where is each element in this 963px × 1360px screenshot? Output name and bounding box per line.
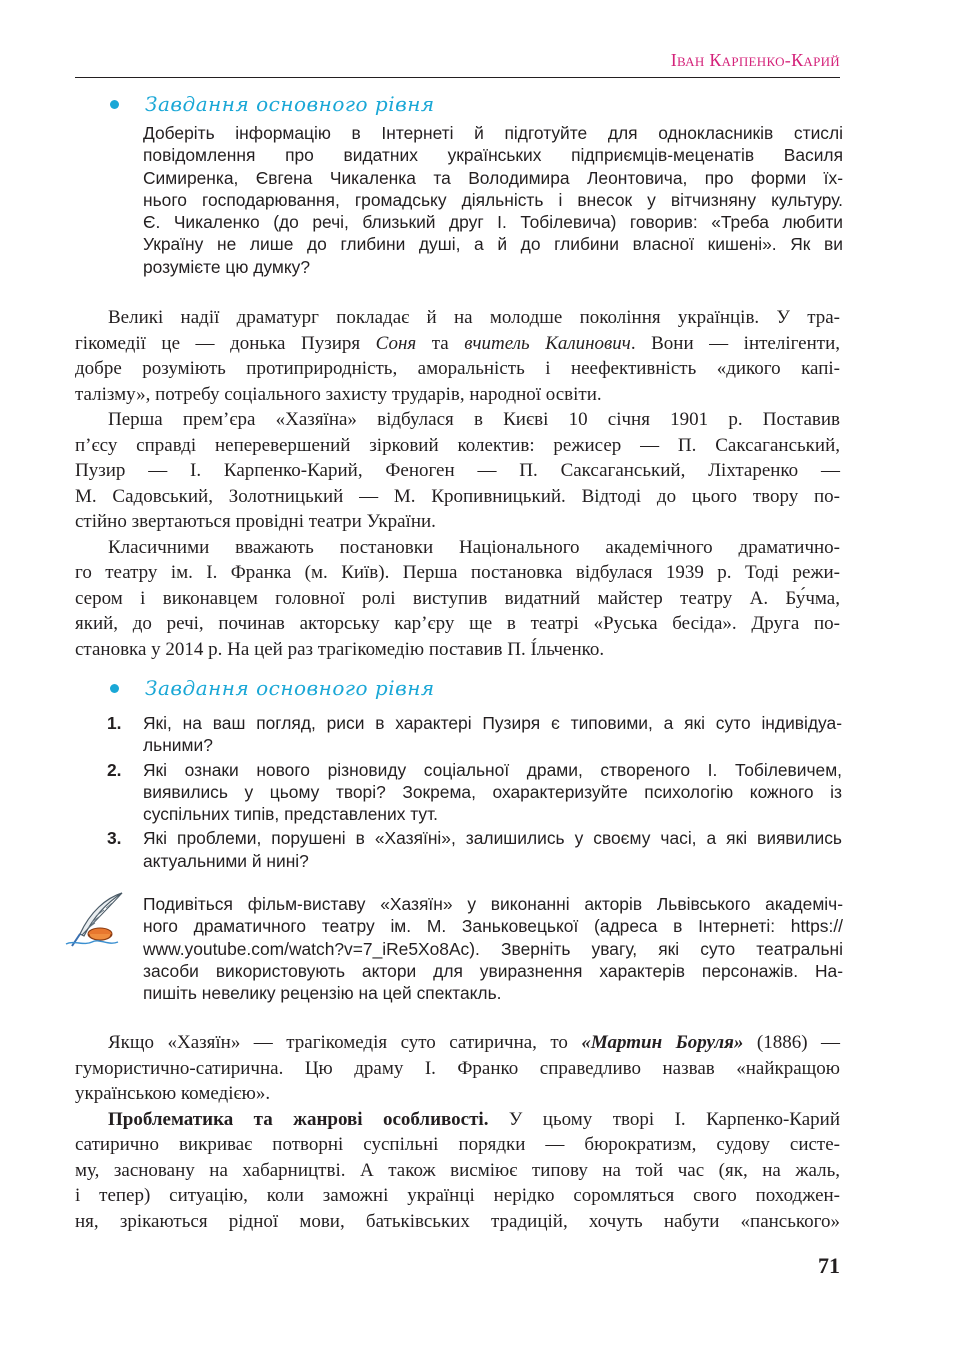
text-line: Класичними вважають постановки Національного академічного драматично- <box>108 536 840 558</box>
text-line: який, до речі, починав акторську кар’єру ще в театрі «Руська бесіда». Друга по- <box>75 613 840 634</box>
text-line: актуальними й нині? <box>143 850 309 871</box>
bullet-icon <box>110 100 119 109</box>
character-name: вчитель Калинович <box>464 332 631 354</box>
quill-icon <box>62 890 132 952</box>
text-line: го театру ім. І. Франка (м. Київ). Перша постановка відбулася 1939 р. Тоді режи- <box>75 562 840 583</box>
text-line: Проблематика та жанрові особливості. У цьому творі І. Карпенко-Карий <box>108 1108 840 1130</box>
question-item <box>107 712 842 757</box>
task-1-text <box>143 122 843 278</box>
task-title: Завдання основного рівня <box>145 676 435 700</box>
text-line: суспільних типів, представлених тут. <box>143 804 438 825</box>
work-title: «Мартин Боруля» <box>581 1032 744 1053</box>
text-line: сатирично викриває потворні суспільні порядки — бюрократизм, судову систе- <box>75 1134 840 1155</box>
film-task-text <box>143 893 843 1004</box>
task-title: Завдання основного рівня <box>145 92 435 116</box>
text-line: ного драматичного театру ім. М. Заньковецької (адреса в Інтернеті: https:// <box>143 916 843 937</box>
text-line: гікомедії це — донька Пузиря Соня та вчитель Калинович. Вони — інтелігенти, <box>75 332 840 354</box>
text-line: добре розуміють протиприродність, аморальність і неефективність «дикого капі- <box>75 358 840 379</box>
header-rule <box>75 77 840 78</box>
text-line: Перша прем’єра «Хазяїна» відбулася в Києві 10 січня 1901 р. Поставив <box>108 409 840 430</box>
question-item <box>107 827 842 872</box>
text-line: гумористично-сатирична. Цю драму І. Франко справедливо назвав «найкращою <box>75 1057 840 1079</box>
page-number: 71 <box>818 1253 840 1278</box>
text-line: ня, зрікаються рідної мови, батьківських традицій, хочуть набути «панського» <box>75 1210 840 1232</box>
text-line: Пузир — І. Карпенко-Карий, Феноген — П. Саксаганський, Ліхтаренко — <box>75 460 840 481</box>
text-line: М. Садовський, Золотницький — М. Кропивницький. Відтоді до цього твору по- <box>75 485 840 507</box>
question-number: 2. <box>107 759 122 780</box>
text-line: Симиренка, Євгена Чикаленка та Володимира Леонтовича, про форми їх- <box>143 167 843 188</box>
text-line: льними? <box>143 735 213 756</box>
task-heading-1 <box>110 90 435 118</box>
text-line: Які ознаки нового різновиду соціальної драми, створеного І. Тобілевичем, <box>143 759 842 780</box>
text-line: засоби використовують актори для увиразнення характерів персонажів. На- <box>143 960 843 981</box>
question-number: 3. <box>107 828 122 849</box>
text-line: і тепер) ситуацію, коли заможні українці нерідко соромляться свого походжен- <box>75 1185 840 1206</box>
body-text-2 <box>75 1030 840 1234</box>
task-heading-2 <box>110 674 435 702</box>
text-line: Якщо «Хазяїн» — трагікомедія суто сатирична, то «Мартин Боруля» (1886) — <box>108 1032 841 1053</box>
text-line: Великі надії драматург покладає й на молодше покоління українців. У тра- <box>108 307 840 328</box>
section-heading: Проблематика та жанрові особливості. <box>108 1108 489 1130</box>
text-line: пишіть невелику рецензію на цей спектакль. <box>143 983 502 1004</box>
text-line: талізму», потребу соціального захисту трударів, народної освіти. <box>75 383 602 405</box>
text-line: стійно звертаються провідні театри України. <box>75 511 436 532</box>
text-line: Доберіть інформацію в Інтернеті й підготуйте для однокласників стислі <box>143 123 843 143</box>
text-line: становка у 2014 р. На цей раз трагікомедію поставив П. І́льченко. <box>75 638 605 660</box>
running-header <box>75 50 840 71</box>
text-line: му, засновану на хабарництві. А також висміює типову на той час (як, на жаль, <box>75 1159 840 1181</box>
question-item <box>107 759 842 826</box>
text-line: Подивіться фільм-виставу «Хазяїн» у виконанні акторів Львівського академіч- <box>143 894 843 914</box>
character-name: Соня <box>375 332 417 354</box>
text-line: Україну не лише до глибини душі, а й до глибини власної кишені». Як ви <box>143 234 843 255</box>
text-line: Є. Чикаленко (до речі, близький друг І. Тобілевича) говорив: «Треба любити <box>143 212 843 233</box>
text-line: www.youtube.com/watch?v=7_iRe5Xo8Ac). Зверніть увагу, які суто театральні <box>143 938 843 959</box>
text-line: виявились у цьому творі? Зокрема, охарактеризуйте психологію кожного із <box>143 781 842 802</box>
running-title: Іван Карпенко-Карий <box>670 50 840 70</box>
text-line: Які, на ваш погляд, риси в характері Пузиря є типовими, а які суто індивідуа- <box>143 713 842 733</box>
text-line: нього господарювання, громадську діяльність і внесок у вітчизняну культуру. <box>143 189 843 210</box>
bullet-icon <box>110 684 119 693</box>
text-line: п’єсу справді неперевершений зірковий колектив: режисер — П. Саксаганський, <box>75 434 840 456</box>
question-list <box>107 712 842 874</box>
body-text-1 <box>75 305 840 662</box>
question-number: 1. <box>107 713 122 733</box>
text-line: сером і виконавцем головної ролі виступив видатний майстер театру А. Бу́чма, <box>75 587 840 609</box>
text-line: повідомлення про видатних українських підприємців-меценатів Василя <box>143 145 843 166</box>
text-line: розумієте цю думку? <box>143 256 311 277</box>
text-line: Які проблеми, порушені в «Хазяїні», залишились у своєму часі, а які виявились <box>143 828 842 849</box>
text-line: українською комедією». <box>75 1083 271 1104</box>
